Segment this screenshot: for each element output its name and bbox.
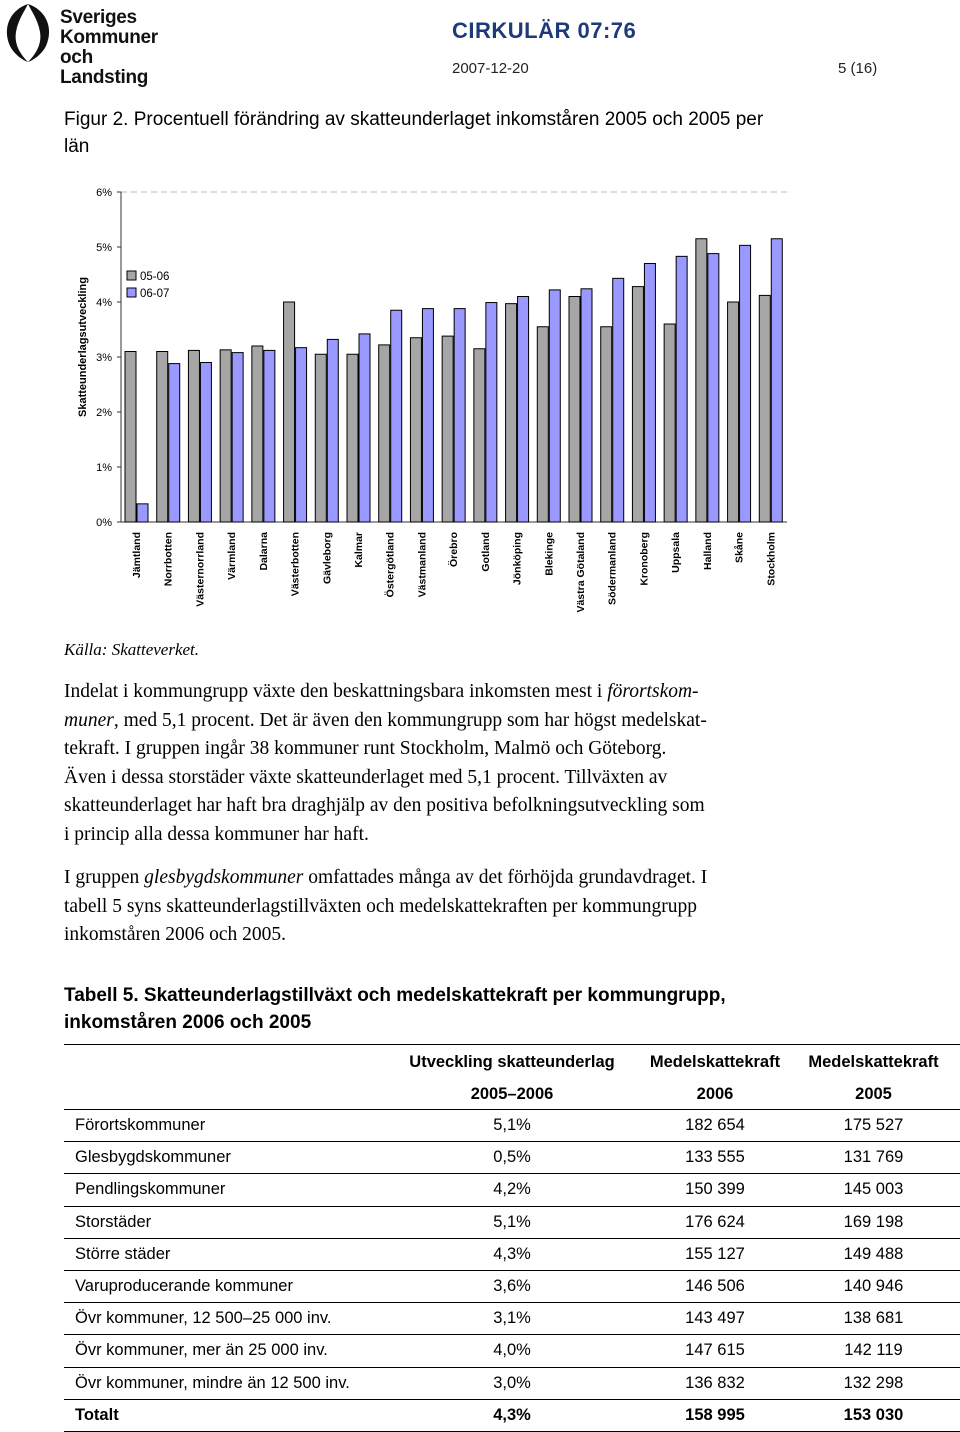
legend-label: 06-07: [140, 288, 170, 300]
category-label: Uppsala: [670, 532, 683, 573]
subheader-cell: 2005–2006: [381, 1079, 643, 1110]
text-run: tekraft. I gruppen ingår 38 kommuner runt Stockholm, Malmö och Göteborg.: [64, 738, 667, 759]
row-label-cell: Förortskommuner: [64, 1110, 381, 1142]
value-cell: 169 198: [787, 1206, 960, 1238]
table-subheader-row: [64, 1079, 960, 1110]
table-row: [64, 1367, 960, 1399]
header-cell: Medelskattekraft: [787, 1045, 960, 1080]
value-cell: 143 497: [643, 1303, 787, 1335]
category-label: Östergötland: [384, 532, 397, 598]
category-label: Dalarna: [257, 532, 270, 571]
table-header-row: [64, 1045, 960, 1080]
bar-05-06: [442, 336, 453, 522]
value-cell: 147 615: [643, 1335, 787, 1367]
bar-06-07: [264, 350, 275, 522]
category-label: Kronoberg: [638, 532, 651, 586]
text-run: Indelat i kommungrupp växte den beskattningsbara inkomsten mest i: [64, 681, 608, 702]
value-cell: 149 488: [787, 1238, 960, 1270]
row-label-cell: Varuproducerande kommuner: [64, 1270, 381, 1302]
page-number: 5 (16): [838, 60, 878, 77]
value-cell: 142 119: [787, 1335, 960, 1367]
bar-06-07: [169, 364, 180, 522]
bar-06-07: [613, 278, 624, 522]
category-label: Kalmar: [353, 532, 365, 568]
value-cell: 182 654: [643, 1110, 787, 1142]
category-label: Skåne: [733, 532, 746, 563]
row-label-cell: Storstäder: [64, 1206, 381, 1238]
bar-06-07: [391, 310, 402, 522]
value-cell: 3,6%: [381, 1270, 643, 1302]
value-cell: 136 832: [643, 1367, 787, 1399]
emphasis-text: förortskom-: [607, 681, 699, 702]
category-label: Halland: [701, 532, 714, 570]
figure-title: Figur 2. Procentuell förändring av skatteunderlaget inkomståren 2005 och 2005 per län: [64, 109, 764, 157]
logo-symbol-icon: [0, 0, 56, 66]
paragraph-forortskommuner: [64, 678, 854, 849]
text-run: omfattades många av det förhöjda grundavdraget. I: [303, 867, 708, 888]
bar-06-07: [486, 303, 497, 522]
header-cell: Medelskattekraft: [643, 1045, 787, 1080]
table-row: [64, 1238, 960, 1270]
subheader-cell: 2005: [787, 1079, 960, 1110]
bar-05-06: [188, 350, 199, 522]
category-label: Västerbotten: [289, 532, 302, 597]
table-row: [64, 1303, 960, 1335]
bar-05-06: [664, 324, 675, 522]
bar-05-06: [220, 350, 231, 522]
row-label-cell: Övr kommuner, mindre än 12 500 inv.: [64, 1367, 381, 1399]
bar-05-06: [537, 327, 548, 522]
value-cell: 133 555: [643, 1142, 787, 1174]
bar-05-06: [410, 338, 421, 522]
category-label: Örebro: [448, 532, 461, 568]
category-label: Jönköping: [511, 532, 524, 586]
legend-swatch: [127, 288, 136, 297]
bar-06-07: [549, 290, 560, 522]
value-cell: 140 946: [787, 1270, 960, 1302]
value-cell: 132 298: [787, 1367, 960, 1399]
y-axis-label: Skatteunderlagsutveckling: [77, 277, 89, 417]
text-run: skatteunderlaget har haft bra draghjälp av den positiva befolkningsutveckling som: [64, 795, 705, 816]
category-label: Jämtland: [131, 532, 143, 579]
value-cell: 4,0%: [381, 1335, 643, 1367]
bar-05-06: [379, 345, 390, 522]
bar-06-07: [454, 309, 465, 522]
text-run: I gruppen: [64, 867, 145, 888]
value-cell: 4,2%: [381, 1174, 643, 1206]
table-row: [64, 1174, 960, 1206]
row-label-cell: Större städer: [64, 1238, 381, 1270]
category-label: Västra Götaland: [575, 532, 587, 613]
bar-05-06: [125, 352, 136, 523]
y-tick-label: 3%: [96, 352, 112, 364]
row-label-cell: Totalt: [64, 1399, 381, 1431]
logo-line-1: Sveriges: [60, 7, 137, 28]
bar-05-06: [347, 354, 358, 522]
document-date: 2007-12-20: [452, 60, 529, 77]
bar-06-07: [644, 264, 655, 523]
paragraph-glesbygdskommuner: [64, 864, 854, 950]
category-label: Norrbotten: [162, 532, 175, 587]
bar-chart: [0, 175, 960, 625]
row-label-cell: Pendlingskommuner: [64, 1174, 381, 1206]
bar-06-07: [137, 504, 148, 522]
bar-05-06: [728, 302, 739, 522]
category-label: Södermanland: [606, 532, 619, 605]
table-title: Tabell 5. Skatteunderlagstillväxt och medelskattekraft per kommungrupp, inkomståren 2006 och 2005: [64, 985, 726, 1033]
value-cell: 4,3%: [381, 1399, 643, 1431]
row-label-cell: Glesbygdskommuner: [64, 1142, 381, 1174]
organization-logo: [0, 0, 180, 88]
legend-swatch: [127, 271, 136, 280]
bar-06-07: [708, 254, 719, 522]
bar-06-07: [359, 334, 370, 522]
y-tick-label: 5%: [96, 242, 112, 254]
emphasis-text: muner: [64, 709, 114, 731]
bar-05-06: [696, 239, 707, 522]
subheader-cell: [64, 1079, 381, 1110]
row-label-cell: Övr kommuner, 12 500–25 000 inv.: [64, 1303, 381, 1335]
table-row: [64, 1270, 960, 1302]
bar-05-06: [569, 297, 580, 523]
bar-05-06: [632, 287, 643, 522]
bar-05-06: [252, 346, 263, 522]
bar-05-06: [157, 352, 168, 523]
table-row: [64, 1142, 960, 1174]
value-cell: 4,3%: [381, 1238, 643, 1270]
text-run: Även i dessa storstäder växte skatteunderlaget med 5,1 procent. Tillväxten av: [64, 766, 668, 788]
bar-05-06: [315, 354, 326, 522]
table-row: [64, 1206, 960, 1238]
value-cell: 0,5%: [381, 1142, 643, 1174]
value-cell: 3,0%: [381, 1367, 643, 1399]
value-cell: 3,1%: [381, 1303, 643, 1335]
value-cell: 158 995: [643, 1399, 787, 1431]
text-run: i princip alla dessa kommuner har haft.: [64, 823, 369, 845]
category-label: Västmanland: [416, 532, 429, 598]
bar-05-06: [284, 302, 295, 522]
y-tick-label: 2%: [96, 407, 112, 419]
category-label: Gävleborg: [321, 532, 334, 584]
y-tick-label: 0%: [96, 517, 112, 529]
value-cell: 138 681: [787, 1303, 960, 1335]
figure-source: Källa: Skatteverket.: [64, 640, 200, 659]
value-cell: 5,1%: [381, 1110, 643, 1142]
category-label: Blekinge: [543, 532, 556, 576]
value-cell: 150 399: [643, 1174, 787, 1206]
bar-06-07: [771, 239, 782, 522]
header-cell: Utveckling skatteunderlag: [381, 1045, 643, 1080]
y-tick-label: 6%: [96, 187, 112, 199]
bar-06-07: [232, 353, 243, 522]
bar-05-06: [601, 327, 612, 522]
bar-06-07: [518, 297, 529, 523]
bar-06-07: [740, 245, 751, 522]
logo-line-2: Kommuner: [60, 27, 158, 48]
value-cell: 153 030: [787, 1399, 960, 1431]
legend-label: 05-06: [140, 271, 170, 283]
header-cell: [64, 1045, 381, 1080]
bar-06-07: [200, 363, 211, 523]
category-label: Stockholm: [765, 532, 778, 586]
bar-06-07: [422, 309, 433, 522]
category-label: Västernorrland: [194, 532, 207, 607]
category-label: Värmland: [226, 532, 239, 580]
y-tick-label: 1%: [96, 462, 112, 474]
bar-06-07: [296, 348, 307, 522]
value-cell: 131 769: [787, 1142, 960, 1174]
subheader-cell: 2006: [643, 1079, 787, 1110]
bar-06-07: [327, 339, 338, 522]
value-cell: 175 527: [787, 1110, 960, 1142]
value-cell: 146 506: [643, 1270, 787, 1302]
bar-06-07: [676, 256, 687, 522]
table-total-row: [64, 1399, 960, 1431]
text-run: inkomståren 2006 och 2005.: [64, 924, 287, 945]
bar-05-06: [506, 304, 517, 522]
circular-number: CIRKULÄR 07:76: [452, 18, 637, 43]
bar-05-06: [474, 349, 485, 522]
value-cell: 145 003: [787, 1174, 960, 1206]
value-cell: 176 624: [643, 1206, 787, 1238]
text-run: tabell 5 syns skatteunderlagstillväxten och medelskattekraften per kommungrupp: [64, 895, 698, 917]
bar-06-07: [581, 289, 592, 522]
value-cell: 155 127: [643, 1238, 787, 1270]
text-run: , med 5,1 procent. Det är även den kommungrupp som har högst medelskat-: [113, 709, 707, 731]
emphasis-text: glesbygdskommuner: [144, 867, 304, 888]
category-label: Gotland: [479, 532, 492, 572]
y-tick-label: 4%: [96, 297, 112, 309]
tax-base-table: [64, 1044, 960, 1432]
logo-line-3: och Landsting: [60, 47, 149, 88]
bar-05-06: [759, 295, 770, 522]
row-label-cell: Övr kommuner, mer än 25 000 inv.: [64, 1335, 381, 1367]
table-row: [64, 1335, 960, 1367]
value-cell: 5,1%: [381, 1206, 643, 1238]
table-row: [64, 1110, 960, 1142]
